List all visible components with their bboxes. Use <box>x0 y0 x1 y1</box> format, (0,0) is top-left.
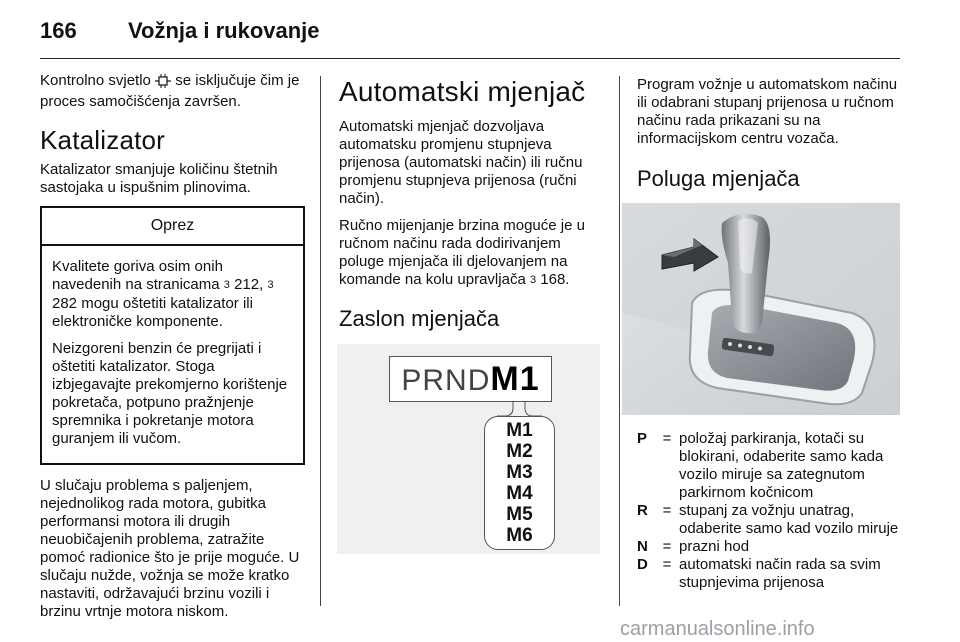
gear-label: M5 <box>506 504 533 525</box>
gear-lever-photo <box>622 203 900 415</box>
gear-position-definitions <box>637 430 905 592</box>
page-ref-arrow-icon: 3 <box>529 274 537 286</box>
catalytic-warning-light-icon <box>155 74 171 93</box>
page-ref-arrow-icon: 3 <box>223 279 230 291</box>
manual-shifting-paragraph: Ručno mijenjanje brzina moguće je u ručnom načinu rada dodirivanjem poluge mjenjača ili djelovanjem na komande na kolu upravljača 3 168. <box>339 217 585 288</box>
gear-label: M2 <box>506 441 533 462</box>
section-heading-automatski-mjenjac: Automatski mjenjač <box>339 76 586 107</box>
gear-indicator-display: PRNDM1 <box>389 356 552 402</box>
definition-row: N = prazni hod <box>637 538 750 555</box>
gear-label: M6 <box>506 525 533 546</box>
warning-paragraph-1: Kvalitete goriva osim onih navedenih na stranicama 3 212, 3 282 mogu oštetiti katalizator ili elektroničke komponente. <box>52 258 274 330</box>
warning-paragraph-2: Neizgoreni benzin će pregrijati i oštetiti katalizator. Stoga izbjegavajte prekomjerno korištenje pokretača, potpuno pražnjenje spremnika i pokretanje motora guranjem ili vučom. <box>52 340 288 447</box>
watermark: carmanualsonline.info <box>620 618 815 640</box>
page-ref-arrow-icon: 3 <box>267 279 274 291</box>
page-ref-link[interactable]: 212 <box>234 276 260 293</box>
definition-row: D = automatski način rada sa svim stupnjevima prijenosa <box>637 556 881 591</box>
page-ref-link[interactable]: 168 <box>540 271 566 288</box>
driving-program-paragraph: Program vožnje u automatskom načinu ili odabrani stupanj prijenosa u ručnom načinu rada prikazani su na informacijskom centru vozača. <box>637 76 898 147</box>
warning-body <box>42 246 303 463</box>
warning-box <box>40 206 305 465</box>
column-divider-2 <box>619 76 620 606</box>
gear-label: M1 <box>506 420 533 441</box>
section-heading-katalizator: Katalizator <box>40 125 166 155</box>
intro-paragraph: Kontrolno svjetlo se isključuje čim je proces samočišćenja završen. <box>40 72 300 110</box>
automatic-transmission-paragraph: Automatski mjenjač dozvoljava automatsku promjenu stupnjeva prijenosa (automatski način) ili ručnu promjenu stupnjeva prijenosa (ručni način). <box>339 118 583 207</box>
transmission-display-illustration <box>337 344 600 554</box>
header-rule <box>40 58 900 59</box>
gear-label: M3 <box>506 462 533 483</box>
definition-row: R = stupanj za vožnju unatrag, odaberite samo kad vozilo miruje <box>637 502 899 537</box>
section-heading-poluga-mjenjaca: Poluga mjenjača <box>637 166 800 191</box>
definition-row: P = položaj parkiranja, kotači su blokirani, odaberite samo kada vozilo miruje sa zategnutom parkirnom kočnicom <box>637 430 884 501</box>
manual-gear-list <box>484 416 555 550</box>
chapter-title: Vožnja i rukovanje <box>128 18 320 43</box>
column-1 <box>40 72 305 630</box>
ignition-problem-paragraph: U slučaju problema s paljenjem, nejednolikog rada motora, gubitka performansi motora ili drugih neuobičajenih problema, zatražite pomoć radionice što je prije moguće. U slučaju nužde, vožnja se može kratko nastaviti, održavajući brzinu vozili i brzinu vrtnje motora niskom. <box>40 477 300 620</box>
column-2 <box>339 76 604 338</box>
warning-title: Oprez <box>42 208 303 246</box>
gear-label: M4 <box>506 483 533 504</box>
page-number: 166 <box>40 18 77 43</box>
subheading-zaslon-mjenjaca: Zaslon mjenjača <box>339 306 500 331</box>
katalizator-paragraph: Katalizator smanjuje količinu štetnih sastojaka u ispušnim plinovima. <box>40 161 278 196</box>
column-3 <box>637 76 907 198</box>
column-divider-1 <box>320 76 321 606</box>
page-ref-link[interactable]: 282 <box>52 295 78 312</box>
